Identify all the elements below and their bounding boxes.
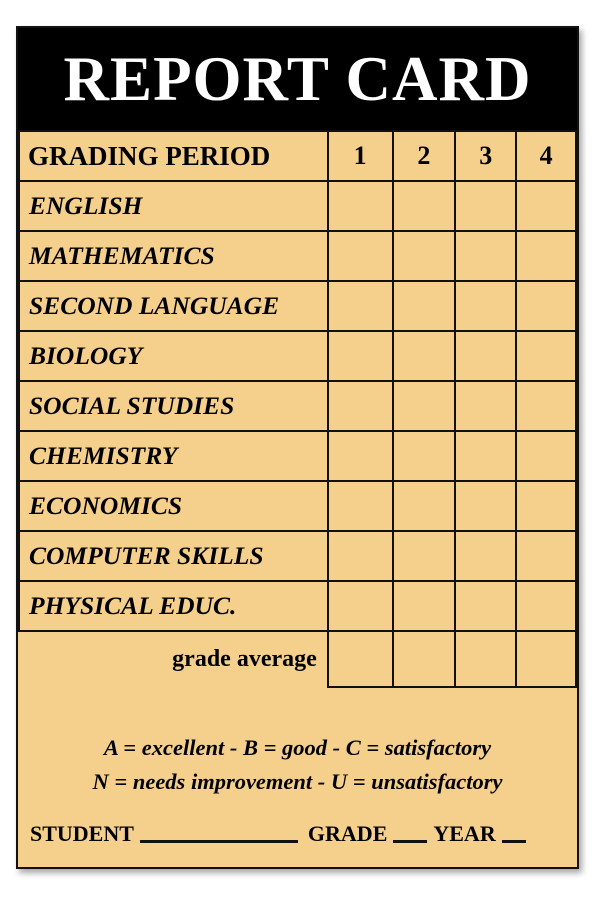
subject-label: SECOND LANGUAGE (19, 281, 328, 331)
grade-cell[interactable] (328, 481, 393, 531)
grade-average-row (19, 631, 576, 687)
grade-cell[interactable] (393, 531, 456, 581)
grade-average-label: grade average (19, 631, 328, 687)
average-cell[interactable] (455, 631, 516, 687)
grade-cell[interactable] (455, 281, 516, 331)
grade-cell[interactable] (516, 381, 576, 431)
average-cell[interactable] (516, 631, 576, 687)
period-4-header: 4 (516, 131, 576, 181)
subject-label: PHYSICAL EDUC. (19, 581, 328, 631)
grade-cell[interactable] (393, 231, 456, 281)
grade-cell[interactable] (328, 181, 393, 231)
subject-row-social-studies (19, 381, 576, 431)
subject-label: COMPUTER SKILLS (19, 531, 328, 581)
grade-cell[interactable] (328, 231, 393, 281)
grade-cell[interactable] (455, 431, 516, 481)
grade-cell[interactable] (516, 531, 576, 581)
year-blank[interactable] (502, 818, 526, 843)
subject-label: BIOLOGY (19, 331, 328, 381)
grade-cell[interactable] (455, 481, 516, 531)
grade-cell[interactable] (516, 481, 576, 531)
grade-cell[interactable] (516, 431, 576, 481)
period-header-row (19, 131, 576, 181)
period-1-header: 1 (328, 131, 393, 181)
subject-row-second-language (19, 281, 576, 331)
grading-period-label: GRADING PERIOD (19, 131, 328, 181)
subject-label: ENGLISH (19, 181, 328, 231)
grade-cell[interactable] (455, 381, 516, 431)
grade-cell[interactable] (455, 331, 516, 381)
grade-cell[interactable] (393, 481, 456, 531)
grade-cell[interactable] (516, 231, 576, 281)
legend-line-2: N = needs improvement - U = unsatisfactory (92, 769, 503, 794)
grade-cell[interactable] (455, 581, 516, 631)
grade-cell[interactable] (516, 331, 576, 381)
subject-label: SOCIAL STUDIES (19, 381, 328, 431)
year-label: YEAR (433, 821, 496, 846)
grade-label: GRADE (307, 821, 388, 846)
student-name-blank[interactable] (140, 818, 298, 843)
subject-row-english (19, 181, 576, 231)
subject-row-economics (19, 481, 576, 531)
grade-cell[interactable] (328, 331, 393, 381)
grade-cell[interactable] (328, 431, 393, 481)
grade-cell[interactable] (328, 381, 393, 431)
subject-label: CHEMISTRY (19, 431, 328, 481)
subject-row-mathematics (19, 231, 576, 281)
subject-row-physical-education (19, 581, 576, 631)
subject-row-computer-skills (19, 531, 576, 581)
grade-cell[interactable] (516, 281, 576, 331)
student-label: STUDENT (30, 821, 134, 846)
legend-line-1: A = excellent - B = good - C = satisfactory (103, 735, 492, 760)
subject-row-biology (19, 331, 576, 381)
card-header (18, 28, 577, 130)
grade-cell[interactable] (328, 281, 393, 331)
period-3-header: 3 (455, 131, 516, 181)
period-2-header: 2 (393, 131, 456, 181)
grade-cell[interactable] (393, 581, 456, 631)
subject-label: ECONOMICS (19, 481, 328, 531)
grade-cell[interactable] (393, 381, 456, 431)
grade-cell[interactable] (328, 581, 393, 631)
grade-cell[interactable] (393, 281, 456, 331)
student-info-line (30, 818, 532, 847)
report-card (16, 26, 579, 869)
grade-cell[interactable] (328, 531, 393, 581)
subject-label: MATHEMATICS (19, 231, 328, 281)
average-cell[interactable] (328, 631, 393, 687)
grade-cell[interactable] (455, 181, 516, 231)
grade-legend (18, 731, 577, 799)
grade-cell[interactable] (455, 231, 516, 281)
grade-cell[interactable] (516, 181, 576, 231)
grade-blank[interactable] (393, 818, 427, 843)
grades-table (18, 130, 577, 688)
subject-row-chemistry (19, 431, 576, 481)
grade-cell[interactable] (393, 331, 456, 381)
card-title: REPORT CARD (63, 43, 532, 114)
grade-cell[interactable] (393, 431, 456, 481)
grade-cell[interactable] (393, 181, 456, 231)
average-cell[interactable] (393, 631, 456, 687)
grade-cell[interactable] (455, 531, 516, 581)
grade-cell[interactable] (516, 581, 576, 631)
